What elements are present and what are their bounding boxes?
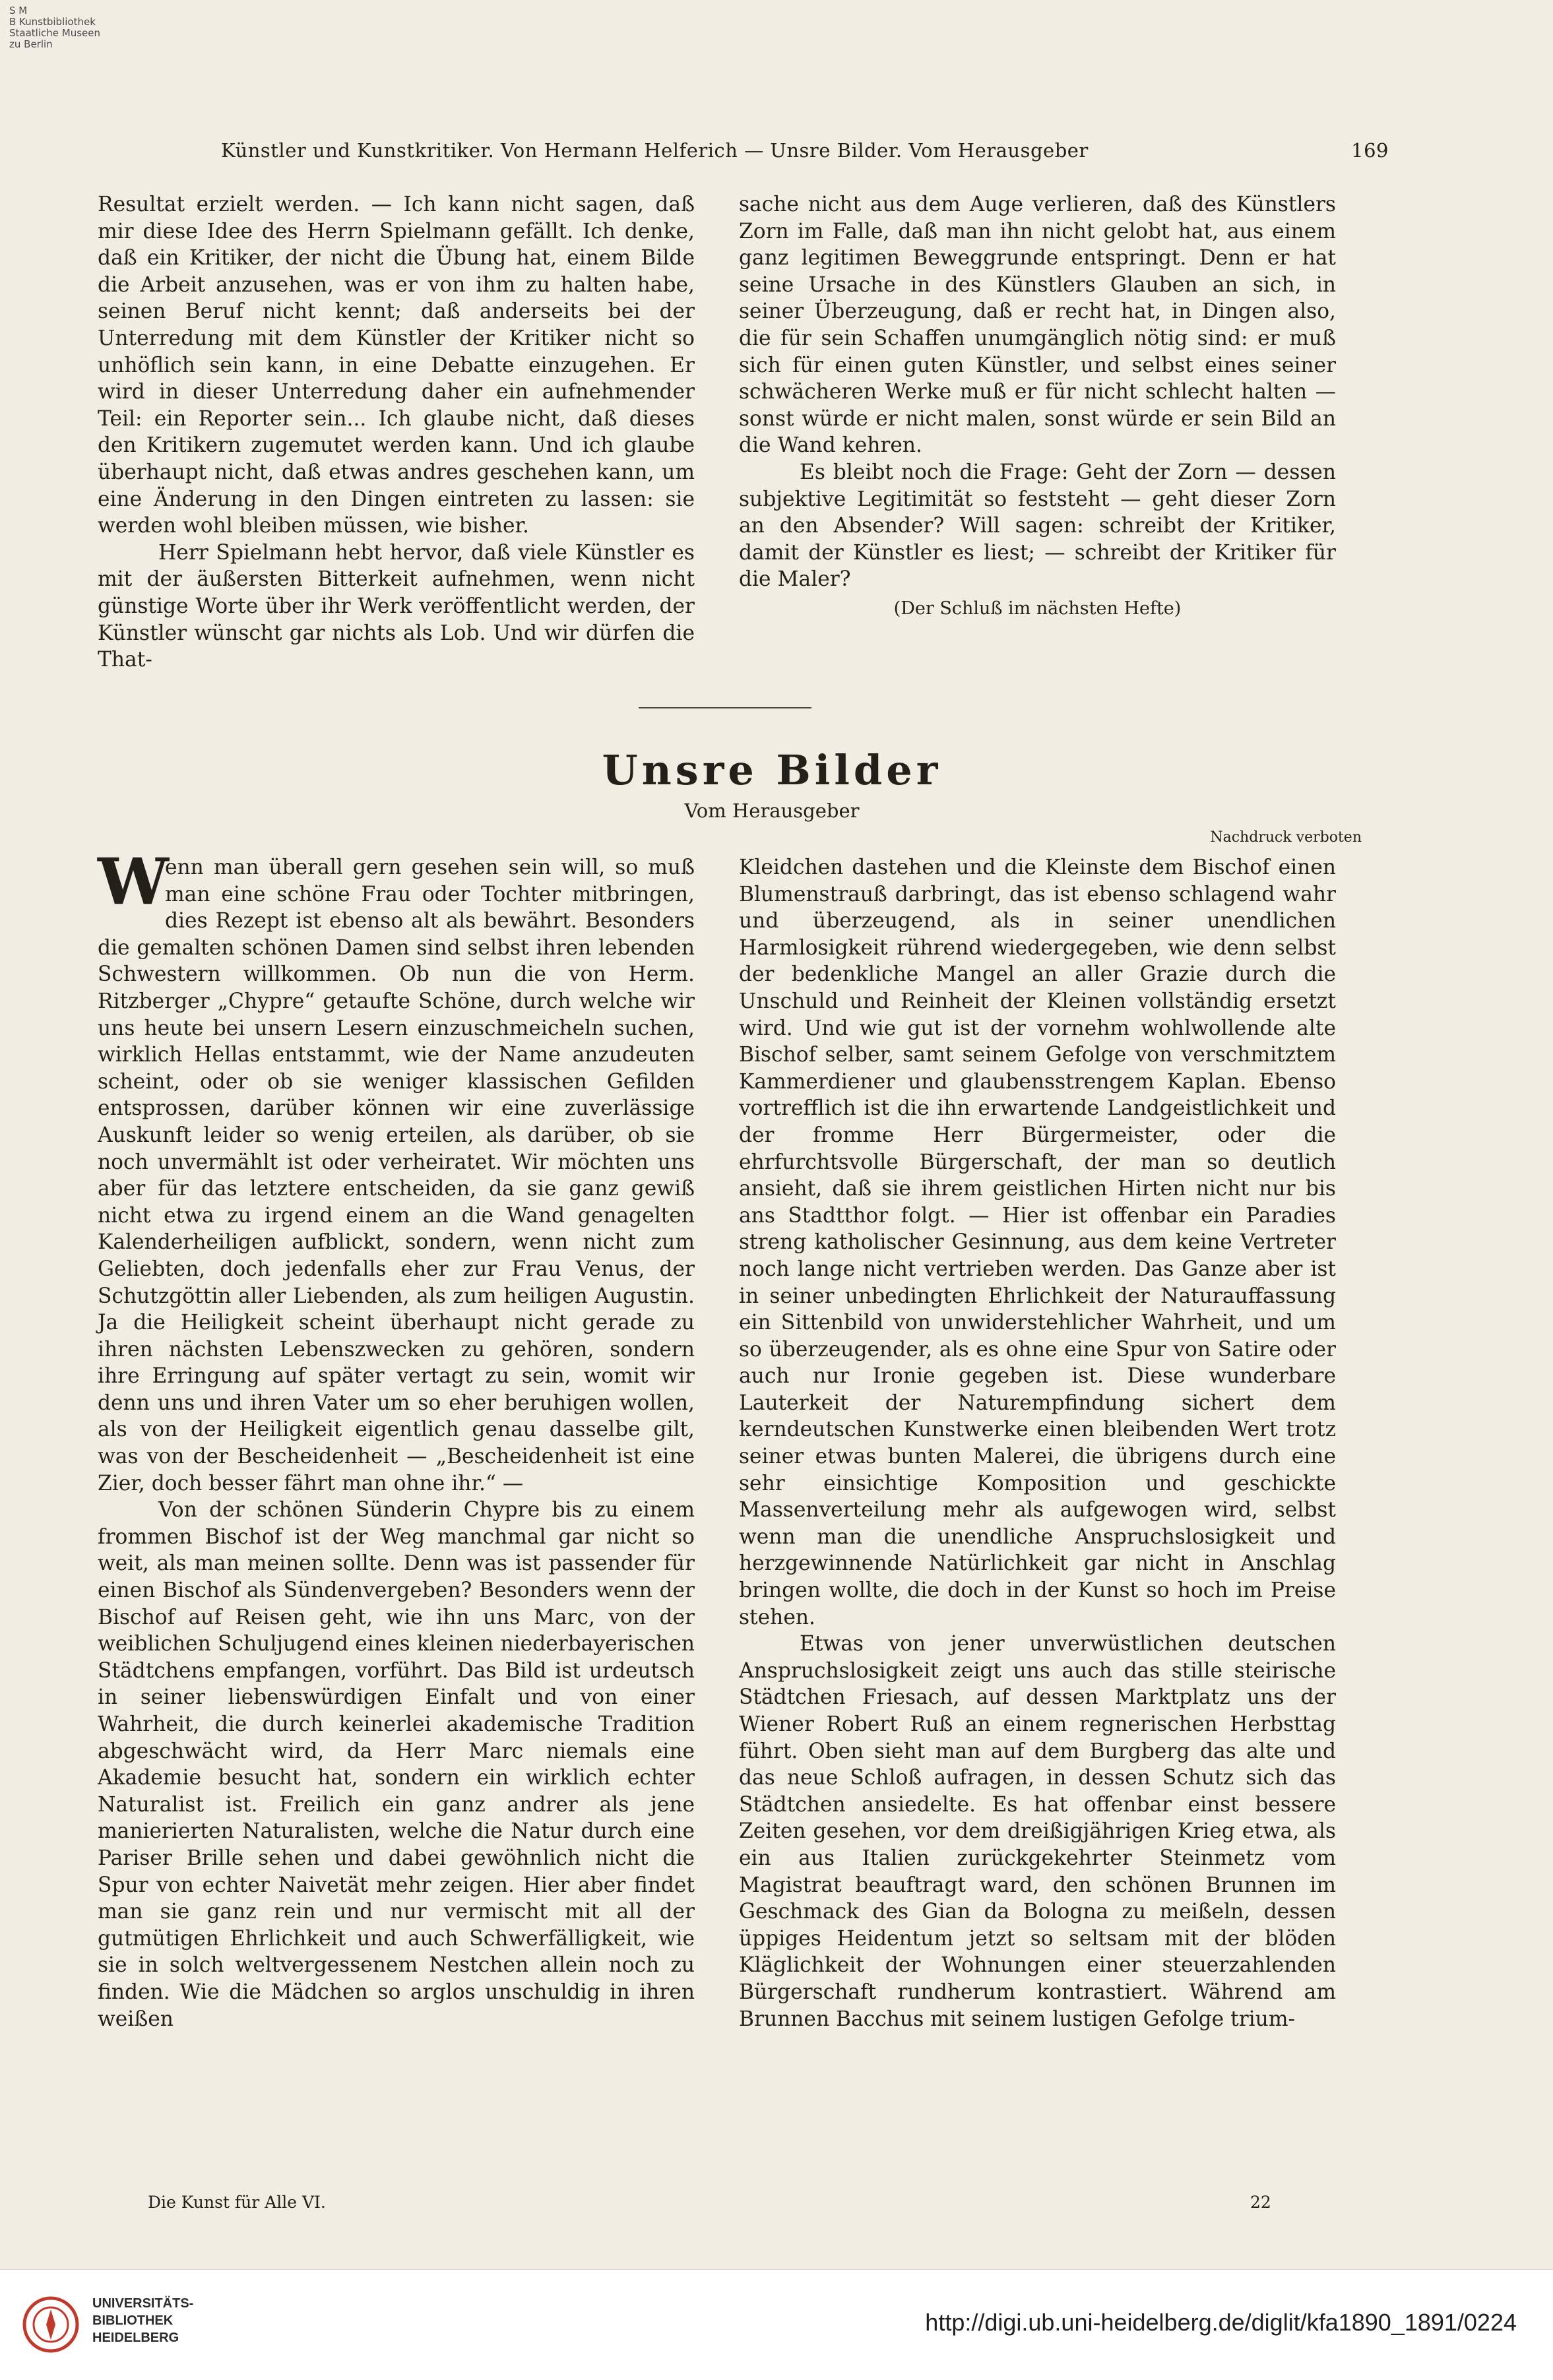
library-stamp xyxy=(9,5,135,50)
paragraph: Es bleibt noch die Frage: Geht der Zorn — dessen subjektive Legitimität so feststeht — geht dieser Zorn an den Absender? Will sagen: schreibt der Kritiker, damit der Künstler es liest; — schreibt der Kritiker für die Maler? xyxy=(739,460,1336,592)
stamp-line: zu Berlin xyxy=(9,38,53,50)
paragraph: Resultat erzielt werden. — Ich kann nicht sagen, daß mir diese Idee des Herrn Spielmann gefällt. Ich denke, daß ein Kritiker, der nicht die Übung hat, einem Bilde die Arbeit anzusehen, was er von ihm zu halten habe, seinen Beruf nicht kennt; daß anderseits bei der Unterredung mit dem Künstler der Kritiker nicht so unhöflich sein kann, in eine Debatte einzugehen. Er wird in dieser Unterredung daher ein aufnehmender Teil: ein Reporter sein... Ich glaube nicht, daß dieses den Kritikern zugemutet werden kann. Und ich glaube überhaupt nicht, daß etwas andres geschehen kann, um eine Änderung in den Dingen eintreten zu lassen: sie werden wohl bleiben müssen, wie bisher. xyxy=(98,193,695,538)
footer-signature: Die Kunst für Alle VI. xyxy=(148,2193,326,2212)
stamp-line: S M xyxy=(9,5,28,16)
running-head xyxy=(221,135,1389,166)
logo-line: BIBLIOTHEK xyxy=(92,2313,174,2328)
section-divider xyxy=(639,707,811,708)
paragraph: sache nicht aus dem Auge verlieren, daß des Künstlers Zorn im Falle, daß man ihn nicht gelobt hat, aus einem ganz legitimen Beweggrunde entspringt. Denn er hat seine Ursache in des Künstlers Glauben an sich, in seiner Überzeugung, daß er recht hat, in Dingen also, die für sein Schaffen unumgänglich nötig sind: er muß sich für einen guten Künstler, und selbst eines seiner schwächeren Werke muß er für nicht schlecht halten — sonst würde er nicht malen, sonst würde er sein Bild an die Wand kehren. xyxy=(739,193,1336,458)
paragraph: Etwas von jener unverwüstlichen deutschen Anspruchslosigkeit zeigt uns auch das stille steirische Städtchen Friesach, auf dessen Marktplatz uns der Wiener Robert Ruß an einem regnerischen Herbsttag führt. Oben sieht man auf dem Burgberg das alte und das neue Schloß aufragen, in dessen Schutz sich das Städtchen ansiedelte. Es hat offenbar einst bessere Zeiten gesehen, vor dem dreißigjährigen Krieg etwa, als ein aus Italien zurückgekehrter Steinmetz vom Magistrat beauftragt ward, den schönen Brunnen im Geschmack des Gian da Bologna zu meißeln, dessen üppiges Heidentum jetzt so seltsam mit der blöden Kläglichkeit der Wohnungen einer steuerzahlenden Bürgerschaft rundherum kontrastiert. Während am Brunnen Bacchus mit seinem lustigen Gefolge trium- xyxy=(739,1632,1336,2031)
article-right-column xyxy=(739,854,1336,2183)
stamp-line: B Kunstbibliothek xyxy=(9,16,96,28)
library-footer-bar xyxy=(0,2269,1553,2380)
university-seal-icon xyxy=(21,2295,80,2354)
logo-line: HEIDELBERG xyxy=(92,2331,179,2345)
paragraph: Von der schönen Sünderin Chypre bis zu einem frommen Bischof ist der Weg manchmal gar nicht so weit, als man meinen sollte. Denn was ist passender für einen Bischof als Sündenvergeben? Besonders wenn der Bischof auf Reisen geht, wie ihn uns Marc, von der weiblichen Schuljugend eines kleinen niederbayerischen Städtchens empfangen, vorführt. Das Bild ist urdeutsch in seiner liebenswürdigen Einfalt und von einer Wahrheit, die durch keinerlei akademische Tradition abgeschwächt wird, da Herr Marc niemals eine Akademie besucht hat, sondern ein wirklich echter Naturalist ist. Freilich ein ganz andrer als jene manierierten Naturalisten, welche die Natur durch eine Pariser Brille sehen und dabei gewöhnlich nicht die Spur von echter Naivetät mehr zeigen. Hier aber findet man sie ganz rein und nur vermischt mit all der gutmütigen Ehrlichkeit und auch Schwerfälligkeit, wie sie in solch weltvergessenem Nestchen allein noch zu finden. Wie die Mädchen so arglos unschuldig in ihren weißen xyxy=(98,1498,695,2031)
article-title: Unsre Bilder xyxy=(602,746,942,794)
paragraph: Kleidchen dastehen und die Kleinste dem Bischof einen Blumenstrauß darbringt, das ist ebenso schlagend wahr und überzeugend, als in seiner unendlichen Harmlosigkeit rührend wiedergegeben, wie denn selbst der bedenkliche Mangel an aller Grazie durch die Unschuld und Reinheit der Kleinen vollständig ersetzt wird. Und wie gut ist der vornehm wohlwollende alte Bischof selber, samt seinem Gefolge von verschmitztem Kammerdiener und glaubensstrengem Kaplan. Ebenso vortrefflich ist die ihn erwartende Landgeistlichkeit und der fromme Herr Bürgermeister, oder die ehrfurchtsvolle Bürgerschaft, der man so deutlich ansieht, daß sie ihrem geistlichen Hirten nicht nur bis ans Stadtthor folgt. — Hier ist offenbar ein Paradies streng katholischer Gesinnung, aus dem keine Vertreter noch lange nicht vertrieben werden. Das Ganze aber ist in seiner unbedingten Ehrlichkeit der Naturauffassung ein Sittenbild von unwiderstehlicher Wahrheit, und um so überzeugender, als es ohne eine Spur von Satire oder auch nur Ironie gegeben ist. Diese wunderbare Lauterkeit der Naturempfindung sichert dem kerndeutschen Kunstwerke einen bleibenden Wert trotz seiner etwas bunten Malerei, die übrigens durch eine sehr einsichtige Komposition und geschickte Massenverteilung mehr als aufgewogen wird, selbst wenn man die unendliche Anspruchslosigkeit und herzgewinnende Natürlichkeit gar nicht in Anschlag bringen wollte, die doch in der Kunst so hoch im Preise stehen. xyxy=(739,856,1336,1629)
logo-line: UNIVERSITÄTS- xyxy=(92,2296,194,2311)
library-logo-text xyxy=(92,2295,193,2346)
footer-sheet-number: 22 xyxy=(1250,2193,1271,2212)
stamp-line: Staatliche Museen xyxy=(9,27,100,39)
reprint-note: Nachdruck verboten xyxy=(1210,829,1362,846)
paragraph xyxy=(98,844,695,1497)
running-head-title: Künstler und Kunstkritiker. Von Hermann Helferich — Unsre Bilder. Vom Herausgeber xyxy=(221,139,1089,162)
previous-article-left-column xyxy=(98,191,695,699)
page-number: 169 xyxy=(1351,139,1389,162)
article-byline: Vom Herausgeber xyxy=(684,799,860,822)
paragraph-text: enn man überall gern gesehen sein will, so muß man eine schöne Frau oder Tochter mitbringen, dies Rezept ist ebenso alt als bewährt. Besonders die gemalten schönen Damen sind selbst ihren lebenden Schwestern willkommen. Ob nun die von Herm. Ritzberger „Chypre“ getaufte Schöne, durch welche wir uns heute bei unsern Lesern einzuschmeicheln suchen, wirklich Hellas entstammt, wie der Name anzudeuten scheint, oder ob sie weniger klassischen Gefilden entsprossen, darüber können wir eine zuverlässige Auskunft leider so wenig erteilen, als darüber, ob sie noch unvermählt ist oder verheiratet. Wir möchten uns aber für das letztere entscheiden, da sie ganz gewiß nicht etwa zu irgend einem an die Wand genagelten Kalenderheiligen aufblickt, sondern, wenn nicht zum Geliebten, doch jedenfalls eher zur Frau Venus, der Schutzgöttin aller Liebenden, als zum heiligen Augustin. Ja die Heiligkeit scheint überhaupt nicht gerade zu ihren nächsten Lebenszwecken zu gehören, sondern ihre Erringung auf später vertagt zu sein, womit wir denn uns und ihren Vater um so eher beruhigen wollen, als von der Heiligkeit eigentlich genau dasselbe gilt, was von der Bescheidenheit — „Bescheidenheit ist eine Zier, doch besser fährt man ohne ihr.“ — xyxy=(98,856,695,1495)
article-left-column xyxy=(98,844,695,2183)
paragraph: Herr Spielmann hebt hervor, daß viele Künstler es mit der äußersten Bitterkeit aufnehmen, wenn nicht günstige Worte über ihr Werk veröffentlicht werden, der Künstler wünscht gar nichts als Lob. Und wir dürfen die That- xyxy=(98,540,695,672)
previous-article-right-column xyxy=(739,191,1336,699)
drop-cap: W xyxy=(98,844,169,919)
source-url[interactable]: http://digi.ub.uni-heidelberg.de/diglit/kfa1890_1891/0224 xyxy=(925,2309,1517,2336)
continued-note: (Der Schluß im nächsten Hefte) xyxy=(893,598,1182,619)
